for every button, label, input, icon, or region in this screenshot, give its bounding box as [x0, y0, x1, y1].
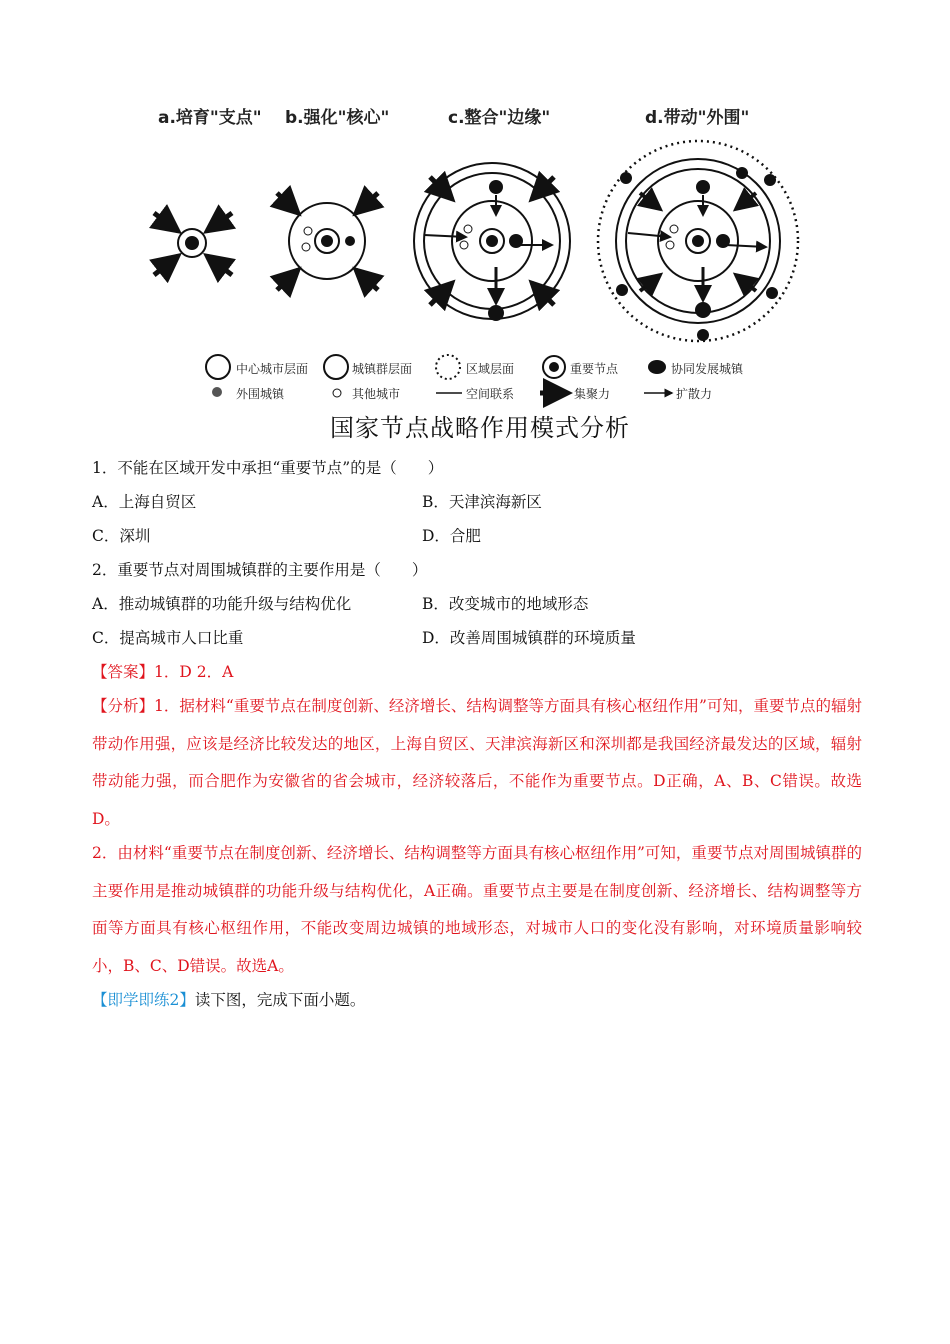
q2-option-a: A．推动城镇群的功能升级与结构优化: [92, 595, 352, 613]
q1-option-c: C．深圳: [92, 527, 151, 545]
legend-other-city: 其他城市: [352, 387, 401, 401]
legend-center-city: 中心城市层面: [236, 362, 309, 376]
figure-title: 国家节点战略作用模式分析: [330, 414, 630, 442]
q1-option-a: A．上海自贸区: [92, 493, 197, 511]
panel-a: [154, 213, 232, 275]
answer-text: 1．D 2．A: [154, 663, 234, 681]
panel-d: [598, 141, 798, 341]
analysis-paragraph-2: [92, 835, 862, 985]
panel-label-d: d.带动"外围": [645, 108, 750, 128]
answer-line: [92, 662, 233, 682]
legend-key-node: 重要节点: [570, 362, 619, 376]
q2-option-d: D．改善周围城镇群的环境质量: [422, 629, 636, 647]
legend-spatial-link: 空间联系: [466, 387, 515, 401]
panel-label-c: c.整合"边缘": [448, 108, 551, 128]
analysis-tag: 【分析】: [92, 697, 155, 715]
q1-option-d: D．合肥: [422, 527, 481, 545]
q1-stem: 1．不能在区域开发中承担“重要节点”的是（ ）: [92, 459, 444, 477]
legend-coop-town: 协同发展城镇: [671, 362, 744, 376]
legend-agglomeration: 集聚力: [574, 387, 611, 401]
practice-line: [92, 990, 365, 1010]
analysis-p2: 2．由材料“重要节点在制度创新、经济增长、结构调整等方面具有核心枢纽作用”可知，重要节点对周围城镇群的主要作用是推动城镇群的功能升级与结构优化，A正确。重要节点主要是在制度创新、经济增长、结构调整等方面等方面具有核心枢纽作用，不能改变周边城镇的地域形态，对城市人口的变化没有影响，对环境质量影响较小，B、C、D错误。故选A。: [92, 844, 862, 975]
legend-peripheral: 外围城镇: [236, 387, 285, 401]
strategy-diagram: [140, 95, 820, 445]
q1-option-b: B．天津滨海新区: [422, 493, 542, 511]
answer-tag: 【答案】: [92, 663, 155, 681]
analysis-paragraph-1: [92, 688, 862, 838]
q2-stem: 2．重要节点对周围城镇群的主要作用是（ ）: [92, 561, 428, 579]
panel-c: [414, 163, 570, 321]
q2-option-b: B．改变城市的地域形态: [422, 595, 589, 613]
q2-option-c: C．提高城市人口比重: [92, 629, 244, 647]
panel-b: [277, 193, 378, 290]
practice-text: 读下图，完成下面小题。: [194, 991, 366, 1009]
legend-region: 区域层面: [466, 362, 515, 376]
panel-label-b: b.强化"核心": [285, 108, 390, 128]
analysis-p1: 1．据材料“重要节点在制度创新、经济增长、结构调整等方面具有核心枢纽作用”可知，重要节点的辐射带动作用强，应该是经济比较发达的地区，上海自贸区、天津滨海新区和深圳都是我国经济最发达的区域，辐射带动能力强，而合肥作为安徽省的省会城市，经济较落后，不能作为重要节点。D正确，A、B、C错误。故选D。: [92, 697, 862, 828]
panel-label-a: a.培育"支点": [158, 108, 262, 128]
legend-diffusion: 扩散力: [676, 387, 713, 401]
legend-cluster: 城镇群层面: [352, 362, 413, 376]
practice-tag: 【即学即练2】: [92, 991, 195, 1009]
